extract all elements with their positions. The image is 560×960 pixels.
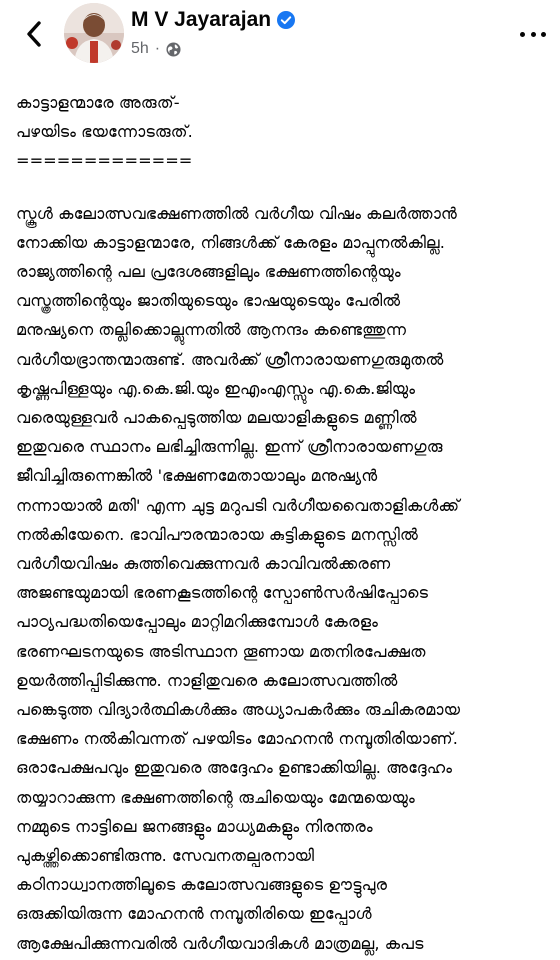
profile-photo <box>64 3 124 63</box>
post-body-line: വർഗീയഭ്രാന്തന്മാരുണ്ട്. അവർക്ക് ശ്രീനാരായണഗുരുമുതൽ <box>16 349 444 369</box>
post-body-line: ഇതുവരെ സ്ഥാനം ലഭിച്ചിരുന്നില്ല. ഇന്ന് ശ്രീനാരായണഗുരു <box>16 437 443 457</box>
post-body-line: ഒരാപേക്ഷപവും ഇതുവരെ അദ്ദേഹം ഉണ്ടാക്കിയില്ല. അദ്ദേഹം <box>16 758 453 778</box>
post-body-line: അജണ്ടയുമായി ഭരണകൂടത്തിന്റെ സ്പോൺസർഷിപ്പോടെ <box>16 583 429 603</box>
post-body-line: ഭരണഘടനയുടെ അടിസ്ഥാന തൂണായ മതനിരപേക്ഷത <box>16 641 426 661</box>
chevron-left-icon <box>26 21 42 47</box>
back-button[interactable] <box>20 18 48 50</box>
post-text <box>16 88 552 958</box>
author-name[interactable]: M V Jayarajan <box>131 8 272 31</box>
more-dot <box>520 32 525 37</box>
verified-badge-icon <box>277 11 295 29</box>
post-title-line: പഴയിടം ഭയന്നോടരുത്. <box>16 122 193 142</box>
post-body-line: രാജ്യത്തിന്റെ പല പ്രദേശങ്ങളിലും ഭക്ഷണത്തിന്റെയും <box>16 262 401 282</box>
post-body-line: തയ്യാറാക്കുന്ന ഭക്ഷണത്തിന്റെ രുചിയെയും മേന്മയെയും <box>16 787 415 807</box>
more-options-button[interactable] <box>520 24 546 44</box>
post-body-line: പാഠ്യപദ്ധതിയെപ്പോലും മാറ്റിമറിക്കുമ്പോൾ കേരളം <box>16 612 378 632</box>
post-divider-line: ============= <box>16 151 193 171</box>
more-dot <box>541 32 546 37</box>
post-body-line: കഠിനാധ്വാനത്തിലൂടെ കലോത്സവങ്ങളുടെ ഊട്ടുപുര <box>16 875 388 895</box>
post-body-line: വസ്ത്രത്തിന്റെയും ജാതിയുടെയും ഭാഷയുടെയും പേരിൽ <box>16 291 401 311</box>
post-meta <box>131 40 181 58</box>
post-body-line: ആക്ഷേപിക്കുന്നവരിൽ വർഗീയവാദികൾ മാത്രമല്ല, കപട <box>16 933 424 953</box>
post-title-line: കാട്ടാളന്മാരേ അരുത്- <box>16 93 180 112</box>
author-name-row[interactable] <box>131 8 295 32</box>
post-body-line: നന്നായാൽ മതി' എന്ന ചുട്ട മറുപടി വർഗീയവൈതാളികൾക്ക് <box>16 495 460 515</box>
post-body-line: മനുഷ്യനെ തല്ലിക്കൊല്ലുന്നതിൽ ആനന്ദം കണ്ടെത്തുന്ന <box>16 320 407 340</box>
timestamp[interactable]: 5h <box>131 40 149 57</box>
post-body-line: നമ്മുടെ നാട്ടിലെ ജനങ്ങളും മാധ്യമകളും നിരന്തരം <box>16 816 373 836</box>
post-body-line: ഒരുക്കിയിരുന്ന മോഹനൻ നമ്പൂതിരിയെ ഇപ്പോൾ <box>16 904 372 924</box>
post-body-line: ജീവിച്ചിരുന്നെങ്കിൽ 'ഭക്ഷണമേതായാലും മനുഷ്യൻ <box>16 466 378 486</box>
post-body-line: പുകഴ്ത്തിക്കൊണ്ടിരുന്നു. സേവനതല്പരനായി <box>16 846 315 866</box>
post-body-line: സ്കൂൾ കലോത്സവഭക്ഷണത്തിൽ വർഗീയ വിഷം കലർത്താൻ <box>16 203 458 223</box>
post-body-line: കൃഷ്ണപിള്ളയും എ.കെ.ജി.യും ഇഎംഎസ്സും എ.കെ.ജിയും <box>16 378 416 398</box>
meta-separator: · <box>154 40 161 57</box>
paragraph-gap <box>16 176 552 199</box>
avatar[interactable] <box>64 3 124 63</box>
post-body-line: നോക്കിയ കാട്ടാളന്മാരേ, നിങ്ങൾക്ക് കേരളം മാപ്പുനൽകില്ല. <box>16 232 445 252</box>
more-dot <box>531 32 536 37</box>
post-header <box>0 0 560 72</box>
post-body-line: വരെയുള്ളവർ പാകപ്പെടുത്തിയ മലയാളികളുടെ മണ്ണിൽ <box>16 408 417 428</box>
post-body-line: പങ്കെടുത്ത വിദ്യാർത്ഥികൾക്കും അധ്യാപകർക്കും രുചികരമായ <box>16 700 461 720</box>
globe-icon <box>166 42 181 57</box>
post-body-line: ഭക്ഷണം നൽകിവന്നത് പഴയിടം മോഹനൻ നമ്പൂതിരിയാണ്. <box>16 729 458 749</box>
post-body-line: നൽകിയേനെ. ഭാവിപൗരന്മാരായ കുട്ടികളുടെ മനസ്സിൽ <box>16 524 418 544</box>
post-body-line: വർഗീയവിഷം കുത്തിവെക്കുന്നവർ കാവിവൽക്കരണ <box>16 554 391 574</box>
post-body-line: ഉയർത്തിപ്പിടിക്കുന്നു. നാളിതുവരെ കലോത്സവത്തിൽ <box>16 670 398 690</box>
